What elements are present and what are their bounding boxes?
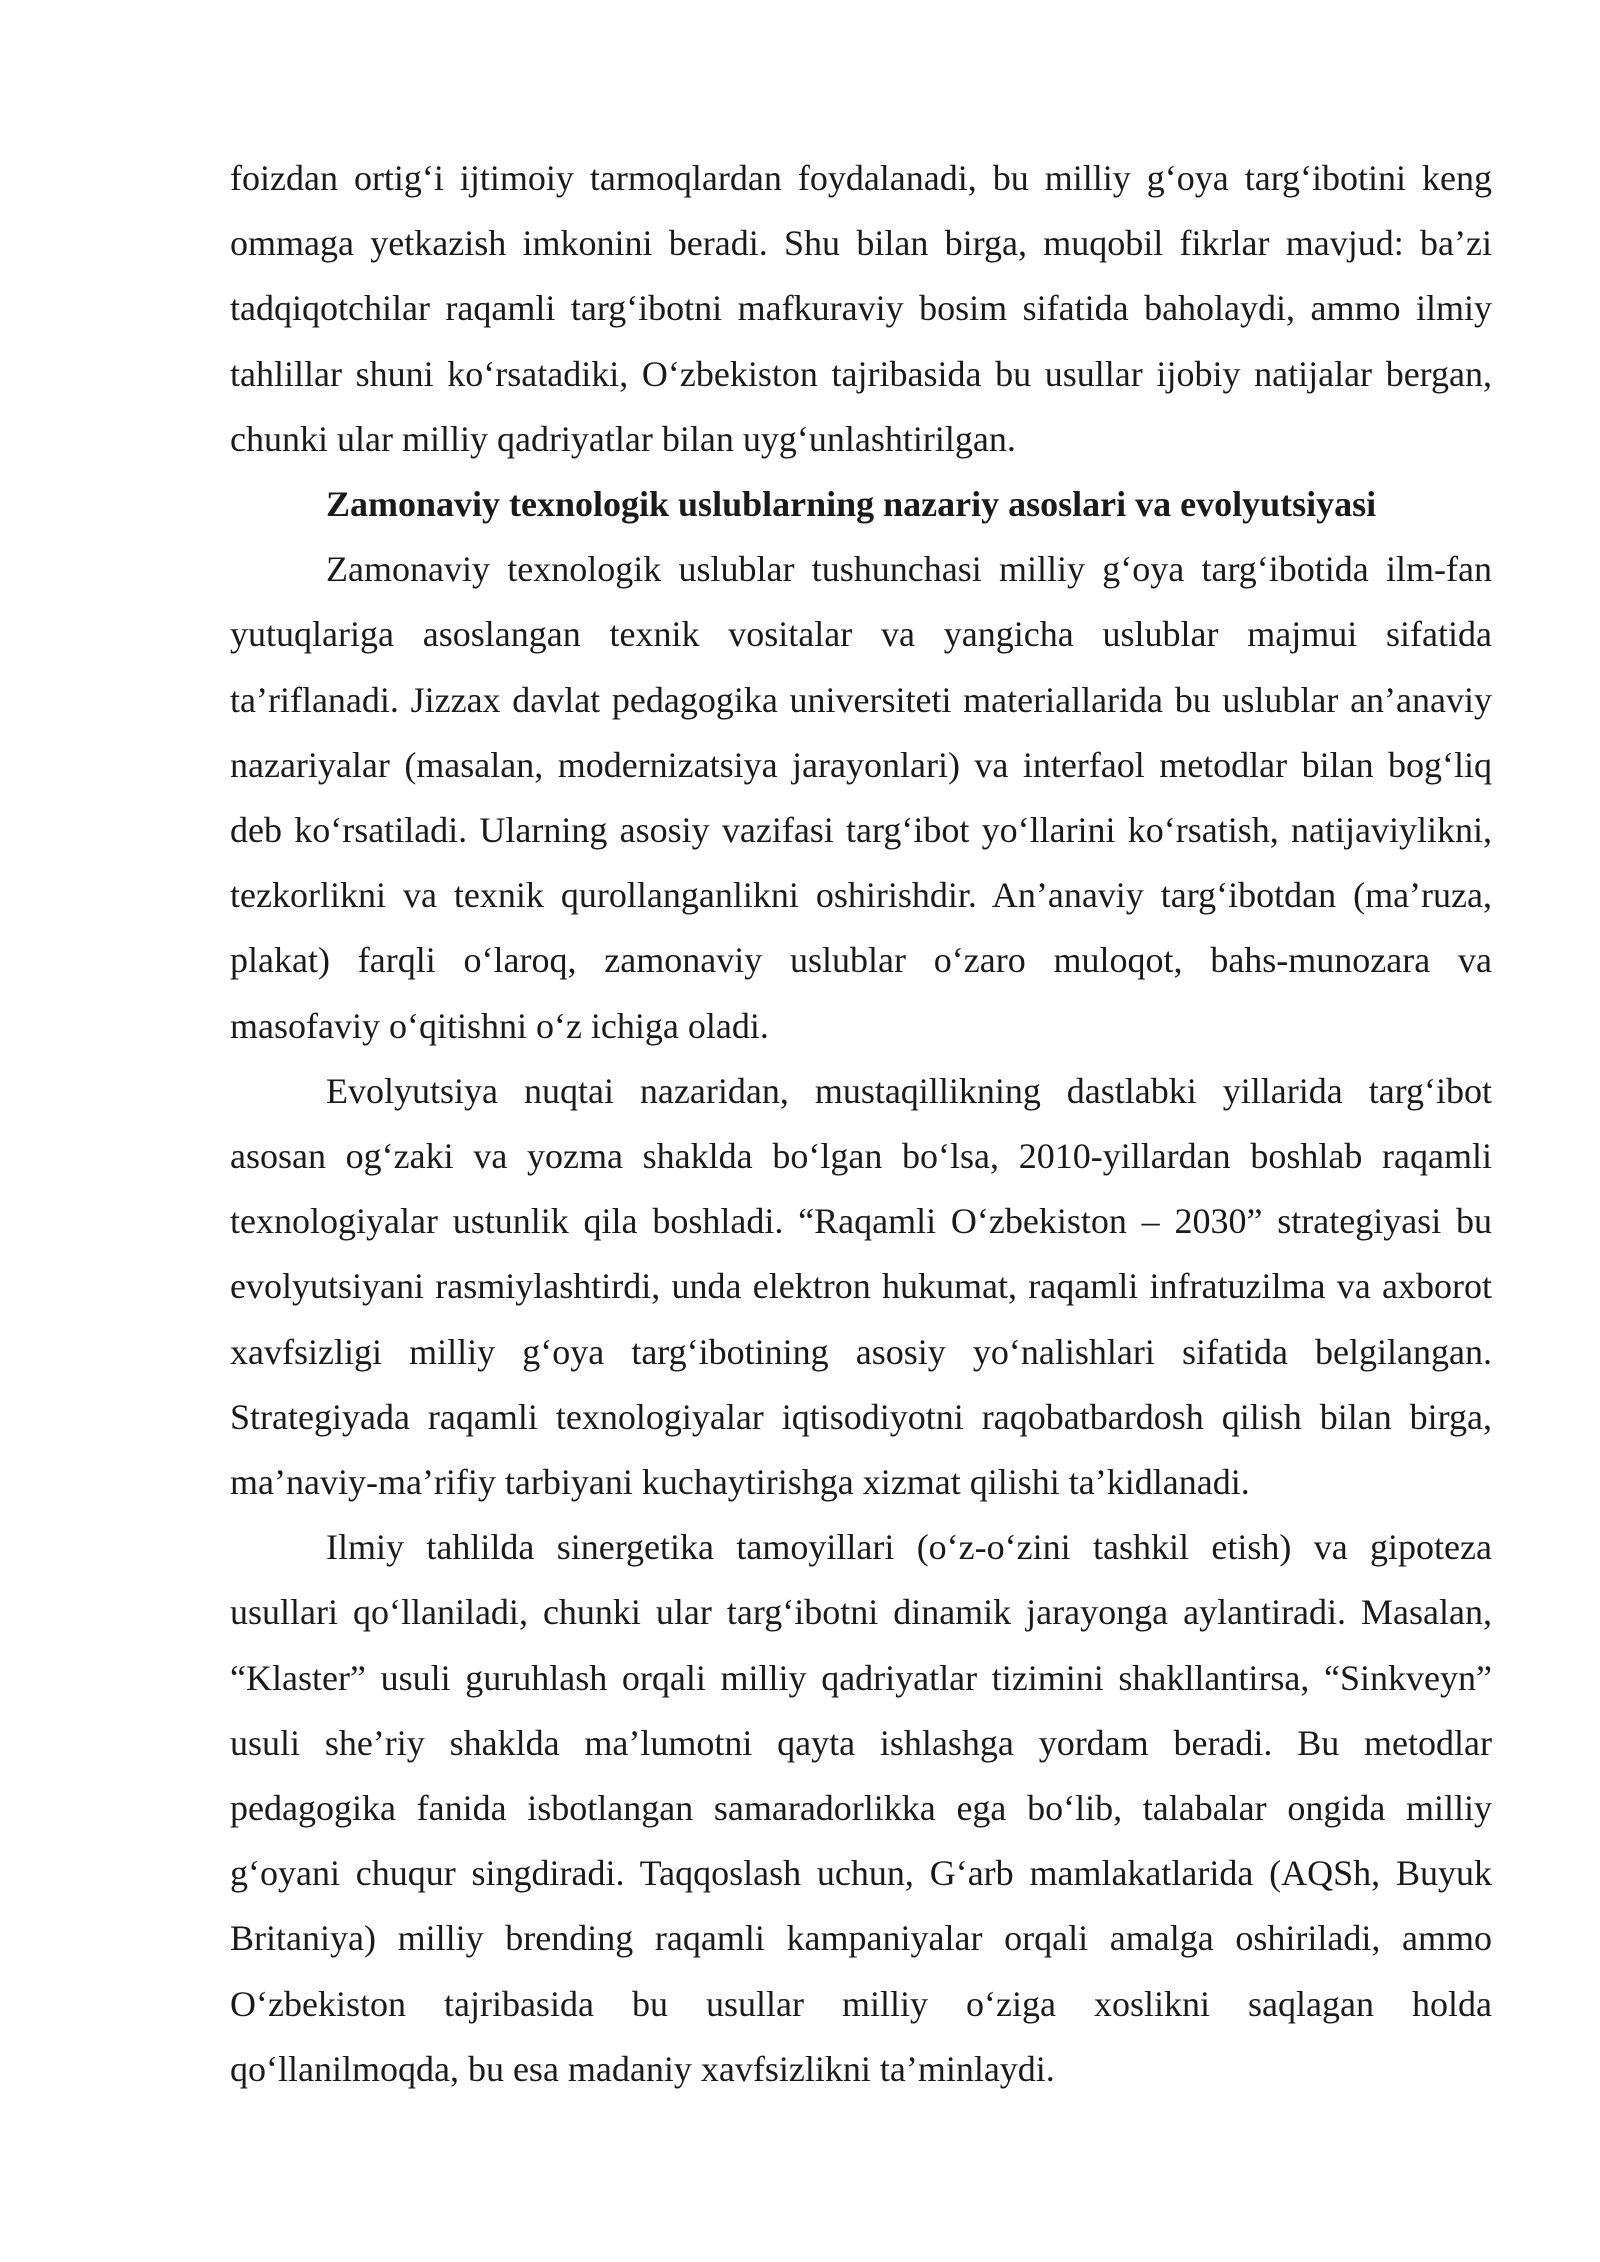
paragraph-continuation: foizdan ortig‘i ijtimoiy tarmoqlardan foydalanadi, bu milliy g‘oya targ‘ibotini keng ommaga yetkazish imkonini beradi. Shu bilan birga, muqobil fikrlar mavjud: ba’zi tadqiqotchilar raqamli targ‘ibotni mafkuraviy bosim sifatida baholaydi, ammo ilmiy tahlillar shuni ko‘rsatadiki, O‘zbekiston tajribasida bu usullar ijobiy natijalar bergan, chunki ular milliy qadriyatlar bilan uyg‘unlashtirilgan.: [230, 158, 1492, 459]
document-page: [230, 146, 1492, 2102]
paragraph-definition: Zamonaviy texnologik uslublar tushunchasi milliy g‘oya targ‘ibotida ilm-fan yutuqlariga asoslangan texnik vositalar va yangicha uslublar majmui sifatida ta’riflanadi. Jizzax davlat pedagogika universiteti materiallarida bu uslublar an’anaviy nazariyalar (masalan, modernizatsiya jarayonlari) va interfaol metodlar bilan bog‘liq deb ko‘rsatiladi. Ularning asosiy vazifasi targ‘ibot yo‘llarini ko‘rsatish, natijaviylikni, tezkorlikni va texnik qurollanganlikni oshirishdir. An’anaviy targ‘ibotdan (ma’ruza, plakat) farqli o‘laroq, zamonaviy uslublar o‘zaro muloqot, bahs-munozara va masofaviy o‘qitishni o‘z ichiga oladi.: [230, 549, 1492, 1046]
paragraph-evolution: Evolyutsiya nuqtai nazaridan, mustaqillikning dastlabki yillarida targ‘ibot asosan og‘zaki va yozma shaklda bo‘lgan bo‘lsa, 2010-yillardan boshlab raqamli texnologiyalar ustunlik qila boshladi. “Raqamli O‘zbekiston – 2030” strategiyasi bu evolyutsiyani rasmiylashtirdi, unda elektron hukumat, raqamli infratuzilma va axborot xavfsizligi milliy g‘oya targ‘ibotining asosiy yo‘nalishlari sifatida belgilangan. Strategiyada raqamli texnologiyalar iqtisodiyotni raqobatbardosh qilish bilan birga, ma’naviy-ma’rifiy tarbiyani kuchaytirishga xizmat qilishi ta’kidlanadi.: [230, 1070, 1492, 1503]
section-heading: Zamonaviy texnologik uslublarning nazariy asoslari va evolyutsiyasi: [326, 484, 1377, 525]
paragraph-analysis: Ilmiy tahlilda sinergetika tamoyillari (o‘z-o‘zini tashkil etish) va gipoteza usullari qo‘llaniladi, chunki ular targ‘ibotni dinamik jarayonga aylantiradi. Masalan, “Klaster” usuli guruhlash orqali milliy qadriyatlar tizimini shakllantirsa, “Sinkveyn” usuli she’riy shaklda ma’lumotni qayta ishlashga yordam beradi. Bu metodlar pedagogika fanida isbotlangan samaradorlikka ega bo‘lib, talabalar ongida milliy g‘oyani chuqur singdiradi. Taqqoslash uchun, G‘arb mamlakatlarida (AQSh, Buyuk Britaniya) milliy brending raqamli kampaniyalar orqali amalga oshiriladi, ammo O‘zbekiston tajribasida bu usullar milliy o‘ziga xoslikni saqlagan holda qo‘llanilmoqda, bu esa madaniy xavfsizlikni ta’minlaydi.: [230, 1527, 1492, 2089]
